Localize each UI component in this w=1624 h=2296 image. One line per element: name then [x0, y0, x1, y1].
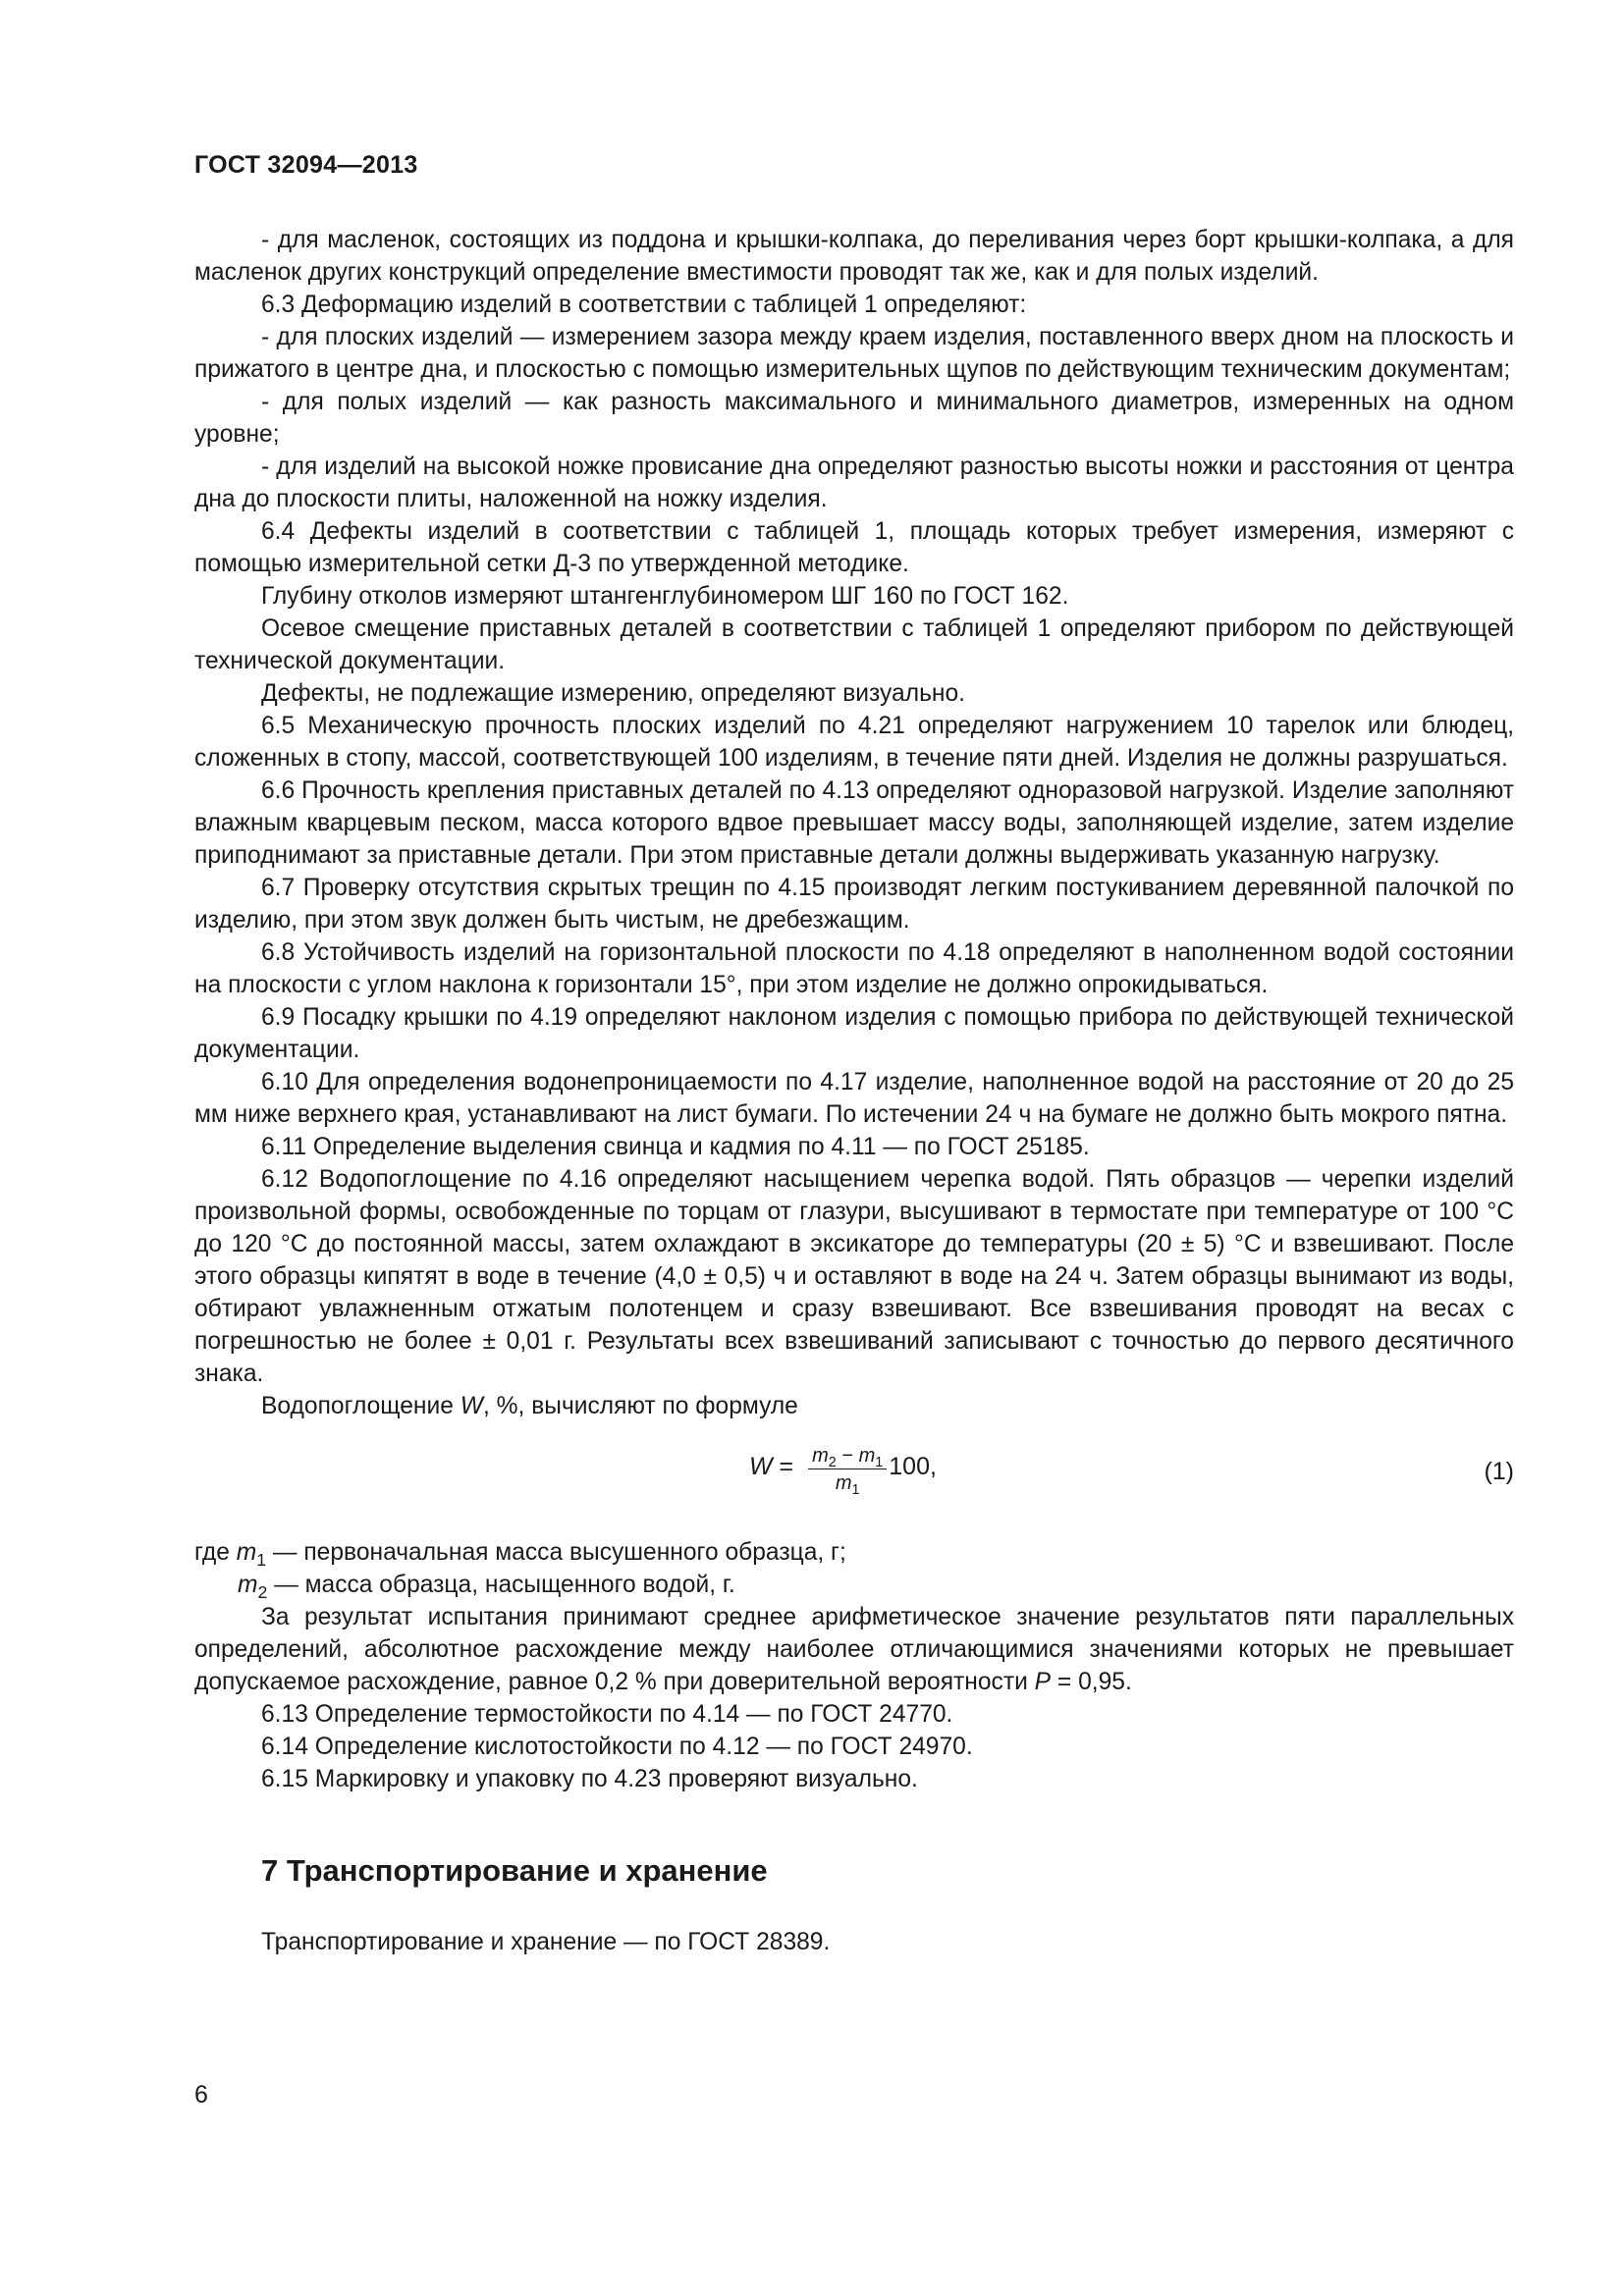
formula-equals: =: [772, 1453, 801, 1480]
result-text: За результат испытания принимают среднее арифметическое значение результатов пяти параллельных определений, абсолютное расхождение между наиболее отличающимися значениями которых не превышает допускаемое расхождение, равное 0,2 % при доверительной вероятности: [194, 1604, 1514, 1695]
paragraph: 6.6 Прочность крепления приставных деталей по 4.13 определяют одноразовой нагрузкой. Изделие заполняют влажным кварцевым песком, масса которого вдвое превышает массу воды, заполняющей изделие, затем изделие приподнимают за приставные детали. При этом приставные детали должны выдерживать указанную нагрузку.: [194, 777, 1514, 869]
section-paragraph: Транспортирование и хранение — по ГОСТ 28389.: [261, 1929, 831, 1955]
paragraph: 6.10 Для определения водонепроницаемости по 4.17 изделие, наполненное водой на расстояние от 20 до 25 мм ниже верхнего края, устанавливают на лист бумаги. По истечении 24 ч на бумаге не должно быть мокрого пятна.: [194, 1069, 1514, 1128]
paragraph: 6.12 Водопоглощение по 4.16 определяют насыщением черепка водой. Пять образцов — черепки изделий произвольной формы, освобожденные по торцам от глазури, высушивают в термостате при температуре от 100 °С до 120 °С до постоянной массы, затем охлаждают в эксикаторе до температуры (20 ± 5) °С и взвешивают. После этого образцы кипятят в воде в течение (4,0 ± 0,5) ч и оставляют в воде на 24 ч. Затем образцы вынимают из воды, обтирают увлажненным отжатым полотенцем и сразу взвешивают. Все взвешивания проводят на весах с погрешностью не более ± 0,01 г. Результаты всех взвешиваний записывают с точностью до первого десятичного знака.: [194, 1166, 1514, 1387]
paragraph: 6.5 Механическую прочность плоских изделий по 4.21 определяют нагружением 10 тарелок или блюдец, сложенных в стопу, массой, соответствующей 100 изделиям, в течение пяти дней. Изделия не должны разрушаться.: [194, 713, 1514, 772]
where-text: — первоначальная масса высушенного образца, г;: [266, 1539, 846, 1566]
formula-intro: [194, 1390, 1514, 1422]
where-prefix: где: [194, 1539, 237, 1566]
paragraph: - для плоских изделий — измерением зазора между краем изделия, поставленного вверх дном на плоскость и прижатого в центре дна, и плоскостью с помощью измерительных щупов по действующим техническим документам;: [194, 324, 1514, 383]
where-text: — масса образца, насыщенного водой, г.: [267, 1572, 735, 1598]
formula-block: [194, 1432, 1514, 1534]
document-header: ГОСТ 32094—2013: [194, 151, 418, 179]
result-var: P: [1034, 1669, 1052, 1695]
numerator-sub-b: 1: [875, 1455, 884, 1471]
where-line: [194, 1536, 1514, 1569]
paragraph: - для изделий на высокой ножке провисание дна определяют разностью высоты ножки и расстояния от центра дна до плоскости плиты, наложенной на ножку изделия.: [194, 454, 1514, 512]
result-tail: = 0,95.: [1051, 1669, 1132, 1695]
where-var: m: [238, 1572, 258, 1598]
page-body: [194, 224, 1514, 1958]
paragraph: 6.9 Посадку крышки по 4.19 определяют наклоном изделия с помощью прибора по действующей технической документации.: [194, 1004, 1514, 1063]
formula-tail: 100,: [889, 1453, 937, 1480]
paragraph: 6.4 Дефекты изделий в соответствии с таблицей 1, площадь которых требует измерения, измеряют с помощью измерительной сетки Д-3 по утвержденной методике.: [194, 518, 1514, 577]
where-sub: 2: [257, 1582, 268, 1603]
numerator-var-a: m: [812, 1445, 829, 1467]
paragraph: - для полых изделий — как разность максимального и минимального диаметров, измеренных на одном уровне;: [194, 389, 1514, 448]
formula: [749, 1440, 937, 1499]
paragraph: - для масленок, состоящих из поддона и крышки-колпака, до переливания через борт крышки-колпака, а для масленок других конструкций определение вместимости проводят так же, как и для полых изделий.: [194, 227, 1514, 286]
numerator-sub-a: 2: [828, 1455, 837, 1471]
formula-lhs: W: [749, 1453, 773, 1480]
paragraph: 6.15 Маркировку и упаковку по 4.23 проверяют визуально.: [261, 1766, 918, 1792]
formula-intro-var: W: [460, 1393, 483, 1419]
paragraph: 6.13 Определение термостойкости по 4.14 — по ГОСТ 24770.: [261, 1701, 953, 1728]
result-paragraph: [194, 1601, 1514, 1698]
formula-denominator: [836, 1469, 860, 1497]
where-sub: 1: [256, 1550, 267, 1571]
where-line: [194, 1569, 1514, 1601]
formula-intro-suffix: , %, вычисляют по формуле: [483, 1393, 798, 1419]
paragraph: 6.7 Проверку отсутствия скрытых трещин по 4.15 производят легким постукиванием деревянной палочкой по изделию, при этом звук должен быть чистым, не дребезжащим.: [194, 875, 1514, 934]
paragraph: Дефекты, не подлежащие измерению, определяют визуально.: [261, 680, 965, 707]
denominator-var: m: [835, 1472, 852, 1494]
equation-number: (1): [1484, 1458, 1514, 1485]
paragraph: 6.8 Устойчивость изделий на горизонтальной плоскости по 4.18 определяют в наполненном водой состоянии на плоскости с углом наклона к горизонтали 15°, при этом изделие не должно опрокидываться.: [194, 939, 1514, 998]
where-var: m: [236, 1539, 257, 1566]
paragraph: 6.14 Определение кислотостойкости по 4.12 — по ГОСТ 24970.: [261, 1734, 973, 1760]
page-number: 6: [194, 2081, 208, 2109]
formula-intro-text: Водопоглощение: [261, 1393, 460, 1419]
formula-fraction: [808, 1443, 887, 1497]
paragraph: 6.3 Деформацию изделий в соответствии с таблицей 1 определяют:: [261, 292, 1027, 318]
denominator-sub: 1: [851, 1482, 860, 1499]
paragraph: 6.11 Определение выделения свинца и кадмия по 4.11 — по ГОСТ 25185.: [261, 1134, 1090, 1160]
paragraph: Осевое смещение приставных деталей в соответствии с таблицей 1 определяют прибором по действующей технической документации.: [194, 615, 1514, 674]
numerator-minus: −: [836, 1445, 859, 1467]
numerator-var-b: m: [858, 1445, 876, 1467]
paragraph: Глубину отколов измеряют штангенглубиномером ШГ 160 по ГОСТ 162.: [261, 583, 1069, 610]
formula-numerator: [808, 1443, 887, 1469]
section-title: 7 Транспортирование и хранение: [261, 1853, 768, 1888]
